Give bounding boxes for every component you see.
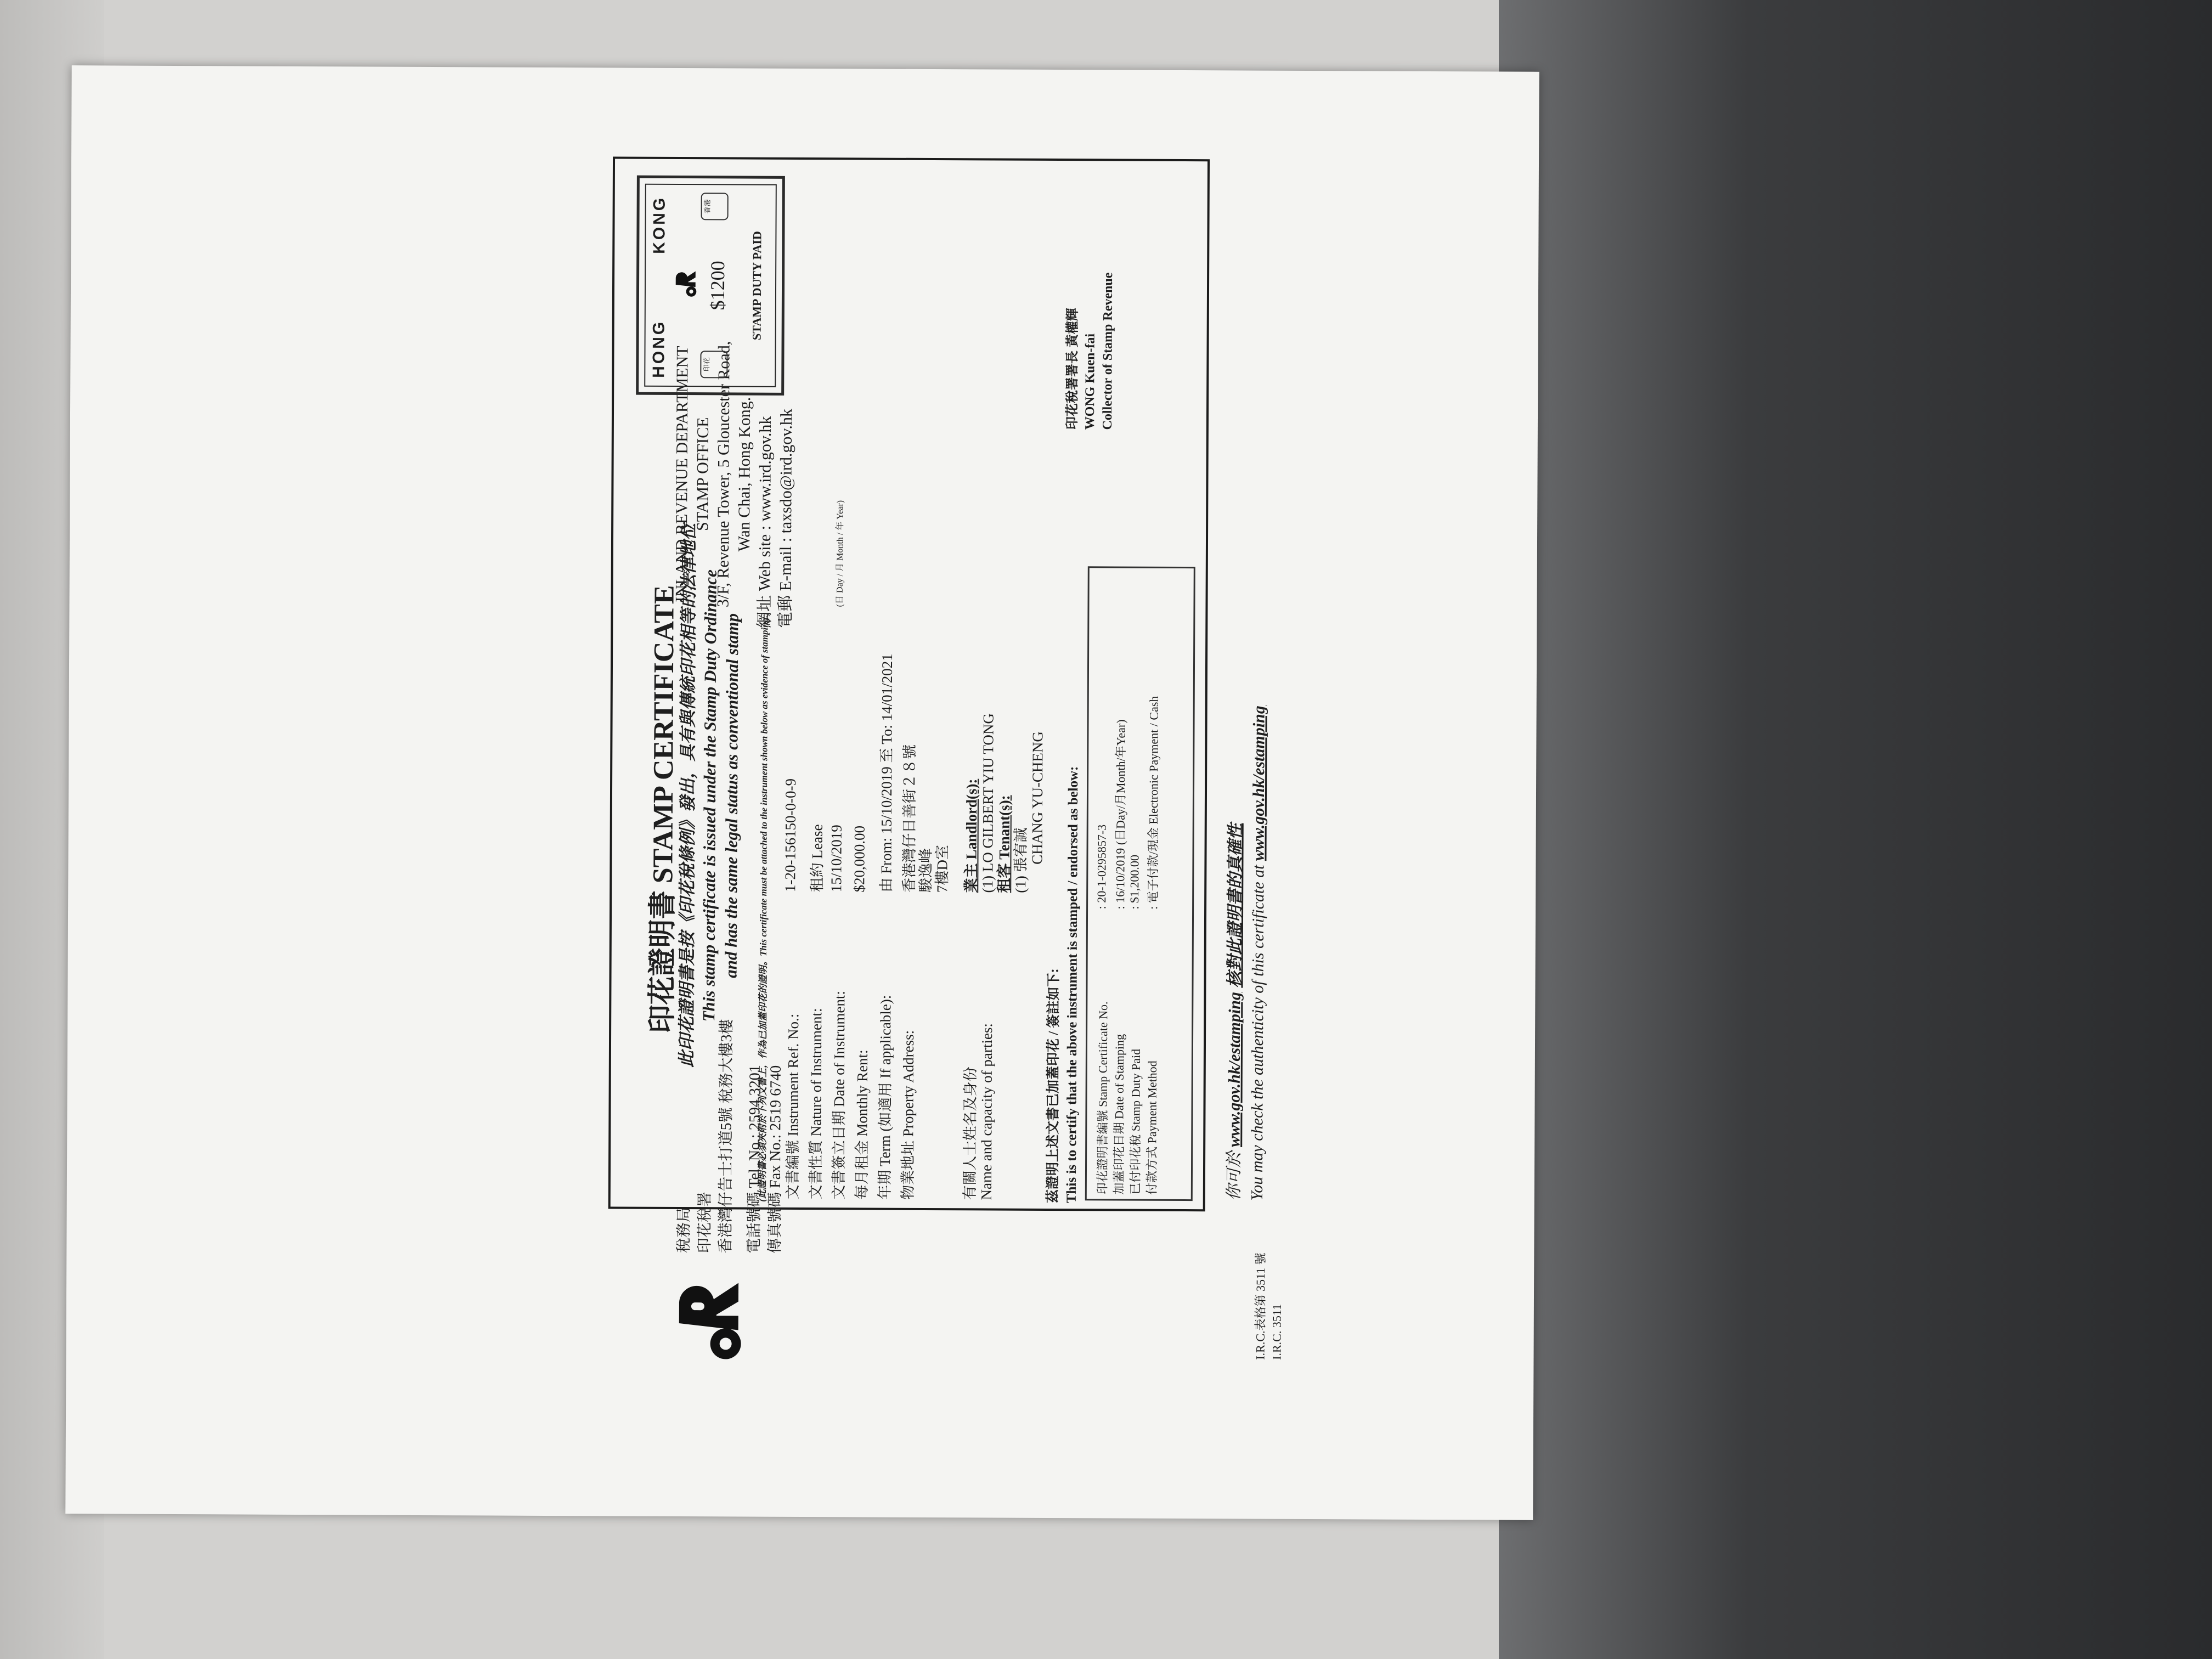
parties-list (963, 713, 1046, 893)
detail-payment-method: 付款方式 Payment Method : 電子付款/現金 Electronic Payment / Cash (1144, 696, 1161, 1195)
form-code (1252, 1252, 1285, 1360)
collector-title-en: Collector of Stamp Revenue (1100, 272, 1116, 430)
tel-number: 電話號碼 Tel. No.: 2594 3201 (746, 1065, 764, 1254)
office-name-cn: 印花稅署 (696, 1192, 714, 1254)
address-en-line-2: Wan Chai, Hong Kong. (735, 397, 754, 552)
collector-signature (1064, 177, 1118, 430)
tenant-heading: 租客 Tenant(s): (996, 795, 1013, 893)
certificate-subtitle (676, 494, 744, 1098)
stamp-seal-left: 印花 (700, 351, 727, 378)
field-date: 文書簽立日期 Date of Instrument: 15/10/2019 (日 Day / 月 Month / 年 Year) (828, 500, 848, 1200)
instrument-fields: 文書編號 Instrument Ref. No.: 1-20-156150-0-0-9 文書性質 Nature of Instrument: 租約 Lease 文書簽立日期 Date of Instrument: 15/10/2019 (日 Day / 月 Month / 年 Year) 每月租金 Monthly Rent: $20,000.00 年期 Term (如適用 If applicable): 由 From: 15/10/2019 至 To: 14/01/2021 物業地址 Property Address: 香港灣仔日善街２８號 駿逸峰 7樓D室 有關人士姓名及身份 Name and capacity of parties: 業主 Landlord(s): (1) LO GILBERT YIU TONG 租客 Tenant(s): (1) 張宥誠 CHANG YU-CHENG (781, 168, 785, 1199)
parties-label-en: Name and capacity of parties: (978, 1023, 996, 1200)
collector-title-cn: 印花稅署署長 黃權輝 (1065, 308, 1080, 430)
stamp-amount: $1200 (706, 261, 729, 311)
verify-en-prefix: You may check the authenticity of this certificate at (1248, 865, 1268, 1201)
tenant-name-en: CHANG YU-CHENG (1029, 731, 1046, 865)
desk-background (1499, 0, 2212, 1659)
form-code-cn: I.R.C.表格第 3511 號 (1253, 1252, 1268, 1360)
verify-footer (1223, 706, 1271, 1201)
address-en-line-1: 3/F, Revenue Tower, 5 Gloucester Road, (714, 341, 733, 608)
verify-link-en[interactable]: www.gov.hk/estamping (1249, 706, 1268, 861)
detail-duty-paid: 已付印花稅 Stamp Duty Paid : $1,200.00 (1127, 854, 1143, 1195)
stamping-details-box (1085, 566, 1195, 1201)
dept-name-cn: 稅務局 (675, 1206, 693, 1254)
verify-cn-prefix: 你可於 (1224, 1151, 1244, 1201)
detail-date-stamping: 加蓋印花日期 Date of Stamping : 16/10/2019 (日Day/月Month/年Year) (1111, 719, 1128, 1195)
certify-line-en: This is to certify that the above instrument is stamped / endorsed as below: (1064, 766, 1081, 1204)
certificate-title: 印花證明書 STAMP CERTIFICATE (647, 585, 680, 1034)
verify-cn-suffix: 核對此證明書的真確性 (1226, 823, 1245, 988)
subtitle-en-1: This stamp certificate is issued under the Stamp Duty Ordinance (699, 569, 720, 1022)
form-code-en: I.R.C. 3511 (1269, 1304, 1284, 1360)
dept-name-en: INLAND REVENUE DEPARTMENT (672, 346, 692, 602)
office-name-en: STAMP OFFICE (693, 417, 712, 531)
detail-cert-no: 印花證明書編號 Stamp Certificate No. : 20-1-0295857-3 (1094, 824, 1110, 1195)
certificate-box (608, 156, 1210, 1211)
subtitle-cn: 此印花證明書是按《印花稅條例》發出，具有與傳統印花相等的法律地位 (676, 523, 699, 1068)
certify-line-cn: 茲證明上述文書已加蓋印花 / 簽註如下: (1045, 968, 1062, 1204)
stamp-caption: STAMP DUTY PAID (749, 231, 764, 341)
stamp-seal-right: 香港 (701, 193, 729, 220)
ird-logo-icon (668, 1280, 751, 1363)
email-line: 電郵 E-mail : taxsdo@ird.gov.hk (776, 408, 796, 628)
stamp-certificate-document (97, 153, 1507, 1399)
landlord-heading: 業主 Landlord(s): (963, 778, 980, 893)
stamp-duty-paid-stamp (636, 176, 785, 396)
address-cn: 香港灣仔告士打道5號 稅務大樓3樓 (717, 1019, 736, 1254)
tenant-name-cn: (1) 張宥誠 (1012, 827, 1029, 893)
verify-link-cn[interactable]: www.gov.hk/estamping (1225, 992, 1244, 1148)
date-format-hint: (日 Day / 月 Month / 年 Year) (835, 500, 845, 607)
landlord-name: (1) LO GILBERT YIU TONG (979, 713, 997, 893)
fax-number: 傳真號碼 Fax No.: 2519 6740 (766, 1065, 785, 1254)
subtitle-en-2: and has the same legal status as conventional stamp (721, 613, 742, 978)
stamp-hong: HONG (650, 319, 668, 378)
stamp-kong: KONG (650, 195, 669, 254)
certify-statement (1044, 545, 1084, 1203)
paper-sheet (65, 65, 1539, 1520)
website-line: 網址 Web site : www.ird.gov.hk (755, 416, 775, 628)
collector-name-en: WONG Kuen-fai (1082, 333, 1098, 430)
attach-note: (此證明書必須夾附於下列文書上，作為已加蓋印花的證明。This certificate must be attached to the instrument shown below as evidence of stamping.) (757, 612, 770, 1202)
parties-label-cn: 有關人士姓名及身份 (961, 1066, 979, 1200)
stamp-logo-icon (672, 270, 699, 298)
